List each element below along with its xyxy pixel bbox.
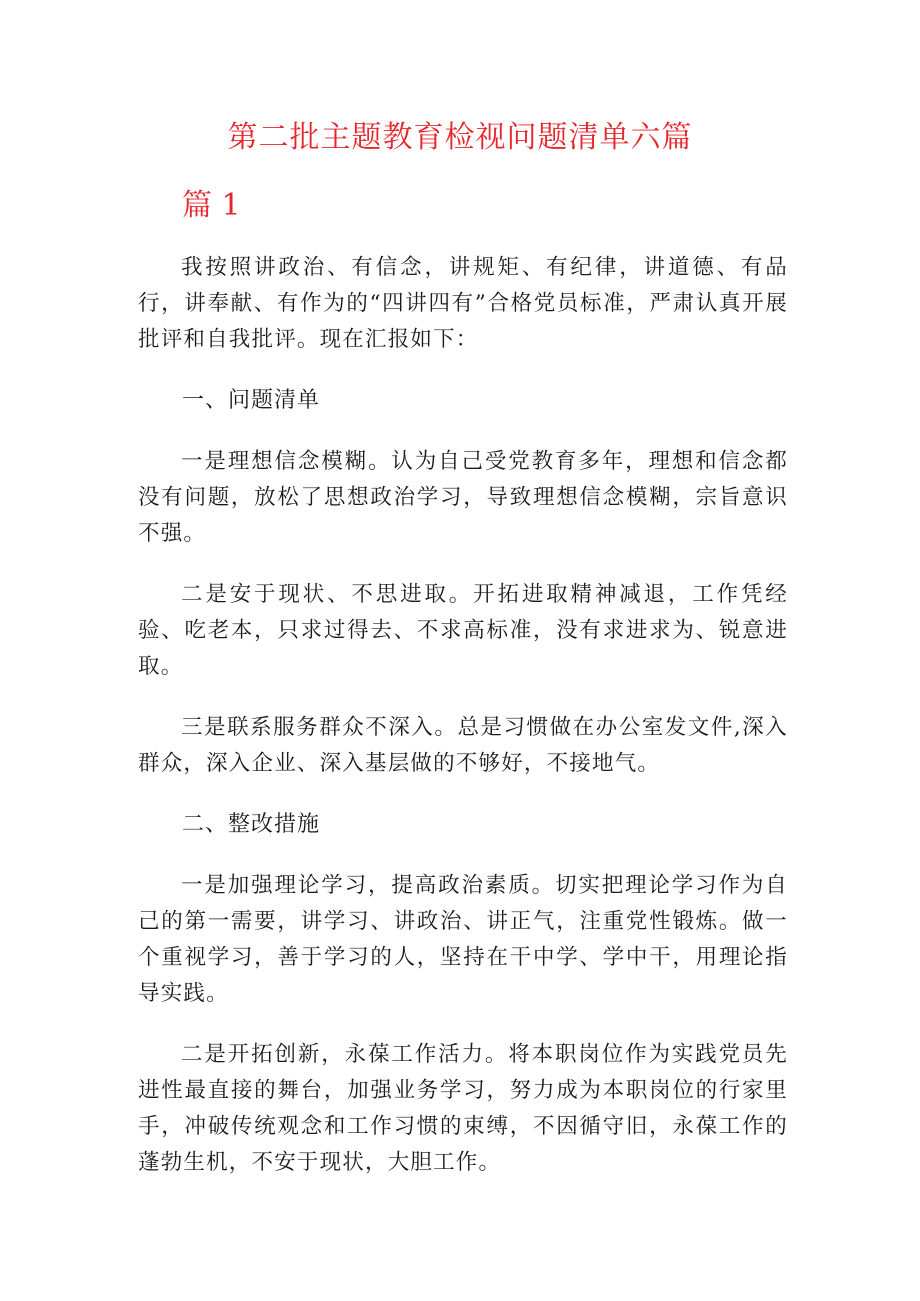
- problem-item-3: 三是联系服务群众不深入。总是习惯做在办公室发文件,深入群众，深入企业、深入基层做的不够好，不接地气。: [138, 715, 788, 776]
- problem-item-2: 二是安于现状、不思进取。开拓进取精神减退，工作凭经验、吃老本，只求过得去、不求高标准，没有求进求为、锐意进取。: [138, 582, 788, 679]
- problem-item-1: 一是理想信念模糊。认为自己受党教育多年，理想和信念都没有问题，放松了思想政治学习，导致理想信念模糊，宗旨意识不强。: [138, 449, 788, 546]
- section-label: 篇 1: [182, 188, 241, 223]
- measure-item-1: 一是加强理论学习，提高政治素质。切实把理论学习作为自己的第一需要，讲学习、讲政治、讲正气，注重党性锻炼。做一个重视学习，善于学习的人，坚持在干中学、学中干，用理论指导实践。: [138, 873, 788, 1006]
- document-title: 第二批主题教育检视问题清单六篇: [227, 120, 693, 155]
- problems-heading: 一、问题清单: [182, 388, 321, 413]
- document-body: [138, 250, 788, 1181]
- intro-paragraph: 我按照讲政治、有信念，讲规矩、有纪律，讲道德、有品行，讲奉献、有作为的“四讲四有”合格党员标准，严肃认真开展批评和自我批评。现在汇报如下：: [138, 255, 788, 352]
- measures-heading: 二、整改措施: [182, 812, 321, 837]
- measure-item-2: 二是开拓创新，永葆工作活力。将本职岗位作为实践党员先进性最直接的舞台，加强业务学习，努力成为本职岗位的行家里手，冲破传统观念和工作习惯的束缚，不因循守旧，永葆工作的蓬勃生机，不安于现状，大胆工作。: [138, 1042, 788, 1175]
